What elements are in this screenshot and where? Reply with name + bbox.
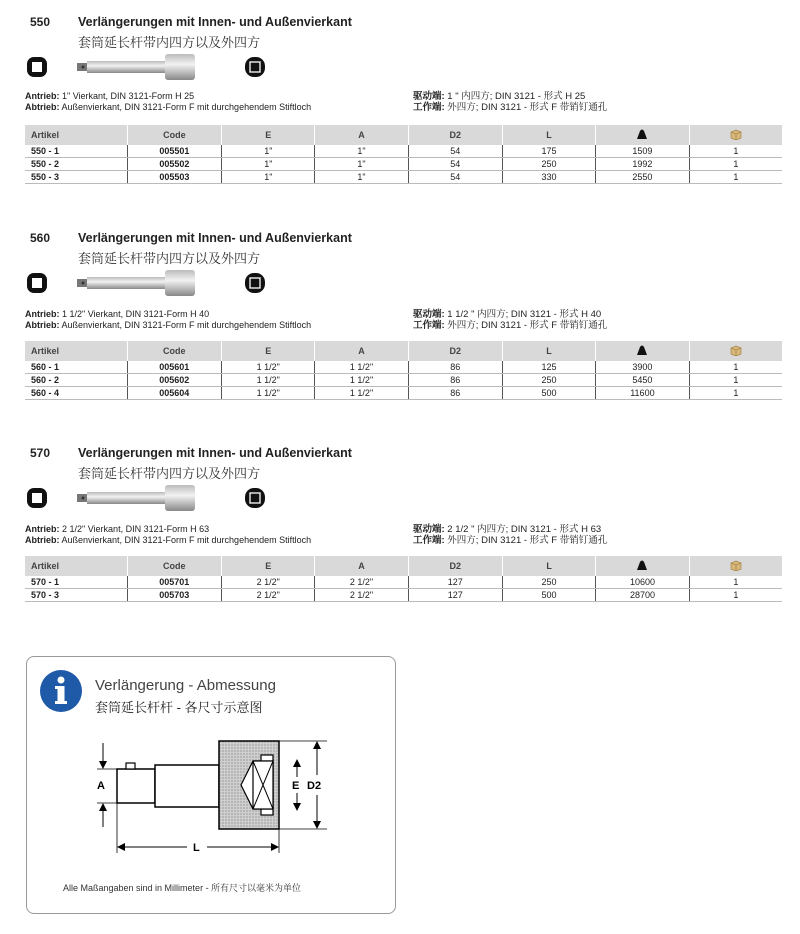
table-header bbox=[25, 556, 782, 576]
table-cell: 1" bbox=[315, 158, 408, 171]
header-package bbox=[689, 341, 782, 361]
section-title-cn: 套筒延长杆带内四方以及外四方 bbox=[78, 466, 261, 481]
table-cell: 1 1/2" bbox=[222, 374, 315, 387]
table-cell: 500 bbox=[502, 387, 595, 400]
table-row bbox=[25, 374, 782, 387]
table-row bbox=[25, 158, 782, 171]
drive-description-de: Antrieb: 1" Vierkant, DIN 3121-Form H 25 Abtrieb: Außenvierkant, DIN 3121-Form F mit durchgehendem Stiftloch bbox=[25, 91, 312, 112]
table-cell: 005501 bbox=[127, 145, 222, 158]
header-weight bbox=[596, 125, 689, 145]
header-weight bbox=[596, 556, 690, 576]
table-cell: 1 1/2" bbox=[222, 387, 315, 400]
header-package bbox=[689, 556, 782, 576]
table-cell: 560 - 2 bbox=[25, 374, 127, 387]
table-cell: 570 - 1 bbox=[25, 576, 127, 589]
table-cell: 1 1/2" bbox=[222, 361, 315, 374]
female-square-drive-icon bbox=[27, 57, 47, 77]
table-cell: 2 1/2" bbox=[222, 589, 315, 602]
dimension-diagram bbox=[27, 657, 395, 913]
male-square-drive-icon bbox=[245, 488, 265, 508]
extension-bar-image bbox=[77, 54, 195, 80]
table-cell: 250 bbox=[502, 158, 595, 171]
product-images bbox=[25, 482, 285, 518]
table-cell: 1 1/2" bbox=[315, 387, 408, 400]
table-cell: 54 bbox=[408, 158, 502, 171]
info-title-de: Verlängerung - Abmessung bbox=[95, 677, 276, 694]
drive-description-de: Antrieb: 1 1/2" Vierkant, DIN 3121-Form H 40 Abtrieb: Außenvierkant, DIN 3121-Form F mit durchgehendem Stiftloch bbox=[25, 309, 312, 330]
table-cell: 28700 bbox=[596, 589, 690, 602]
section-title-de: Verlängerungen mit Innen- und Außenvierkant bbox=[78, 15, 352, 29]
header-l: L bbox=[502, 125, 595, 145]
table-row bbox=[25, 145, 782, 158]
table-cell: 10600 bbox=[596, 576, 690, 589]
dim-label-d2: D2 bbox=[307, 780, 322, 792]
package-icon bbox=[729, 128, 743, 140]
drive-description-de: Antrieb: 2 1/2" Vierkant, DIN 3121-Form H 63 Abtrieb: Außenvierkant, DIN 3121-Form F mit durchgehendem Stiftloch bbox=[25, 524, 312, 545]
table-cell: 1509 bbox=[596, 145, 689, 158]
drive-description-cn: 驱动端: 1 1/2 " 内四方; DIN 3121 - 形式 H 40 工作端: 外四方; DIN 3121 - 形式 F 带销钉通孔 bbox=[413, 309, 608, 331]
product-images bbox=[25, 267, 285, 303]
table-cell: 86 bbox=[408, 387, 502, 400]
table-cell: 11600 bbox=[596, 387, 689, 400]
table-cell: 550 - 1 bbox=[25, 145, 127, 158]
header-d2: D2 bbox=[408, 556, 502, 576]
header-package bbox=[689, 125, 782, 145]
drive-description-cn: 驱动端: 1 " 内四方; DIN 3121 - 形式 H 25 工作端: 外四方; DIN 3121 - 形式 F 带销钉通孔 bbox=[413, 91, 608, 113]
table-header bbox=[25, 125, 782, 145]
section-title-cn: 套筒延长杆带内四方以及外四方 bbox=[78, 35, 261, 50]
male-square-drive-icon bbox=[245, 273, 265, 293]
header-e: E bbox=[222, 341, 315, 361]
table-cell: 1 bbox=[689, 576, 782, 589]
table-cell: 54 bbox=[408, 171, 502, 184]
table-cell: 1" bbox=[315, 171, 408, 184]
table-cell: 1 bbox=[689, 374, 782, 387]
table-cell: 550 - 2 bbox=[25, 158, 127, 171]
extension-bar-image bbox=[77, 270, 195, 296]
table-cell: 1" bbox=[222, 158, 315, 171]
male-square-drive-icon bbox=[245, 57, 265, 77]
table-cell: 560 - 1 bbox=[25, 361, 127, 374]
table-cell: 250 bbox=[502, 374, 595, 387]
package-icon bbox=[729, 559, 743, 571]
extension-bar-image bbox=[77, 485, 195, 511]
table-cell: 2 1/2" bbox=[222, 576, 315, 589]
dim-label-l: L bbox=[193, 842, 200, 854]
section-number: 550 bbox=[30, 15, 51, 29]
header-d2: D2 bbox=[408, 125, 502, 145]
table-cell: 1 1/2" bbox=[315, 361, 408, 374]
table-cell: 005503 bbox=[127, 171, 222, 184]
weight-icon bbox=[635, 559, 649, 571]
table-cell: 005601 bbox=[127, 361, 222, 374]
dimension-info-box bbox=[26, 656, 396, 914]
dim-label-e: E bbox=[292, 780, 300, 792]
header-artikel: Artikel bbox=[25, 556, 127, 576]
header-a: A bbox=[315, 556, 408, 576]
table-cell: 1 bbox=[689, 589, 782, 602]
table-cell: 1 bbox=[689, 171, 782, 184]
table-cell: 005604 bbox=[127, 387, 222, 400]
section-title-cn: 套筒延长杆带内四方以及外四方 bbox=[78, 251, 261, 266]
table-cell: 1 bbox=[689, 387, 782, 400]
weight-icon bbox=[635, 344, 649, 356]
info-title-cn: 套筒延长杆杆 - 各尺寸示意图 bbox=[95, 700, 263, 715]
section-title-de: Verlängerungen mit Innen- und Außenvierkant bbox=[78, 231, 352, 245]
dim-label-a: A bbox=[97, 780, 105, 792]
table-cell: 86 bbox=[408, 374, 502, 387]
table-row bbox=[25, 171, 782, 184]
table-row bbox=[25, 387, 782, 400]
table-cell: 005602 bbox=[127, 374, 222, 387]
table-cell: 86 bbox=[408, 361, 502, 374]
header-d2: D2 bbox=[408, 341, 502, 361]
spec-table bbox=[25, 125, 782, 184]
table-cell: 2 1/2" bbox=[315, 576, 408, 589]
section-number: 570 bbox=[30, 446, 51, 460]
table-cell: 250 bbox=[502, 576, 595, 589]
table-row bbox=[25, 576, 782, 589]
table-cell: 570 - 3 bbox=[25, 589, 127, 602]
table-cell: 54 bbox=[408, 145, 502, 158]
table-cell: 500 bbox=[502, 589, 595, 602]
table-cell: 3900 bbox=[596, 361, 689, 374]
table-cell: 1" bbox=[222, 145, 315, 158]
table-cell: 1 1/2" bbox=[315, 374, 408, 387]
table-cell: 2550 bbox=[596, 171, 689, 184]
table-cell: 5450 bbox=[596, 374, 689, 387]
table-cell: 127 bbox=[408, 576, 502, 589]
header-weight bbox=[596, 341, 689, 361]
table-cell: 1" bbox=[222, 171, 315, 184]
table-cell: 1992 bbox=[596, 158, 689, 171]
table-cell: 1" bbox=[315, 145, 408, 158]
spec-table bbox=[25, 556, 782, 602]
package-icon bbox=[729, 344, 743, 356]
table-cell: 1 bbox=[689, 361, 782, 374]
header-l: L bbox=[502, 556, 595, 576]
header-a: A bbox=[315, 341, 408, 361]
table-cell: 330 bbox=[502, 171, 595, 184]
table-cell: 125 bbox=[502, 361, 595, 374]
drive-description-cn: 驱动端: 2 1/2 " 内四方; DIN 3121 - 形式 H 63 工作端: 外四方; DIN 3121 - 形式 F 带销钉通孔 bbox=[413, 524, 608, 546]
weight-icon bbox=[635, 128, 649, 140]
header-e: E bbox=[222, 556, 315, 576]
table-row bbox=[25, 361, 782, 374]
info-footer: Alle Maßangaben sind in Millimeter - 所有尺寸以毫米为单位 bbox=[63, 883, 302, 893]
section-title-de: Verlängerungen mit Innen- und Außenvierkant bbox=[78, 446, 352, 460]
table-row bbox=[25, 589, 782, 602]
table-cell: 127 bbox=[408, 589, 502, 602]
table-cell: 175 bbox=[502, 145, 595, 158]
table-cell: 1 bbox=[689, 145, 782, 158]
table-cell: 005701 bbox=[127, 576, 222, 589]
table-cell: 560 - 4 bbox=[25, 387, 127, 400]
table-cell: 005502 bbox=[127, 158, 222, 171]
header-artikel: Artikel bbox=[25, 125, 127, 145]
section-number: 560 bbox=[30, 231, 51, 245]
header-code: Code bbox=[127, 341, 222, 361]
header-l: L bbox=[502, 341, 595, 361]
table-cell: 550 - 3 bbox=[25, 171, 127, 184]
header-code: Code bbox=[127, 125, 222, 145]
table-cell: 2 1/2" bbox=[315, 589, 408, 602]
product-images bbox=[25, 51, 285, 87]
table-cell: 1 bbox=[689, 158, 782, 171]
table-header bbox=[25, 341, 782, 361]
female-square-drive-icon bbox=[27, 488, 47, 508]
header-artikel: Artikel bbox=[25, 341, 127, 361]
header-e: E bbox=[222, 125, 315, 145]
spec-table bbox=[25, 341, 782, 400]
female-square-drive-icon bbox=[27, 273, 47, 293]
header-code: Code bbox=[127, 556, 222, 576]
table-cell: 005703 bbox=[127, 589, 222, 602]
header-a: A bbox=[315, 125, 408, 145]
